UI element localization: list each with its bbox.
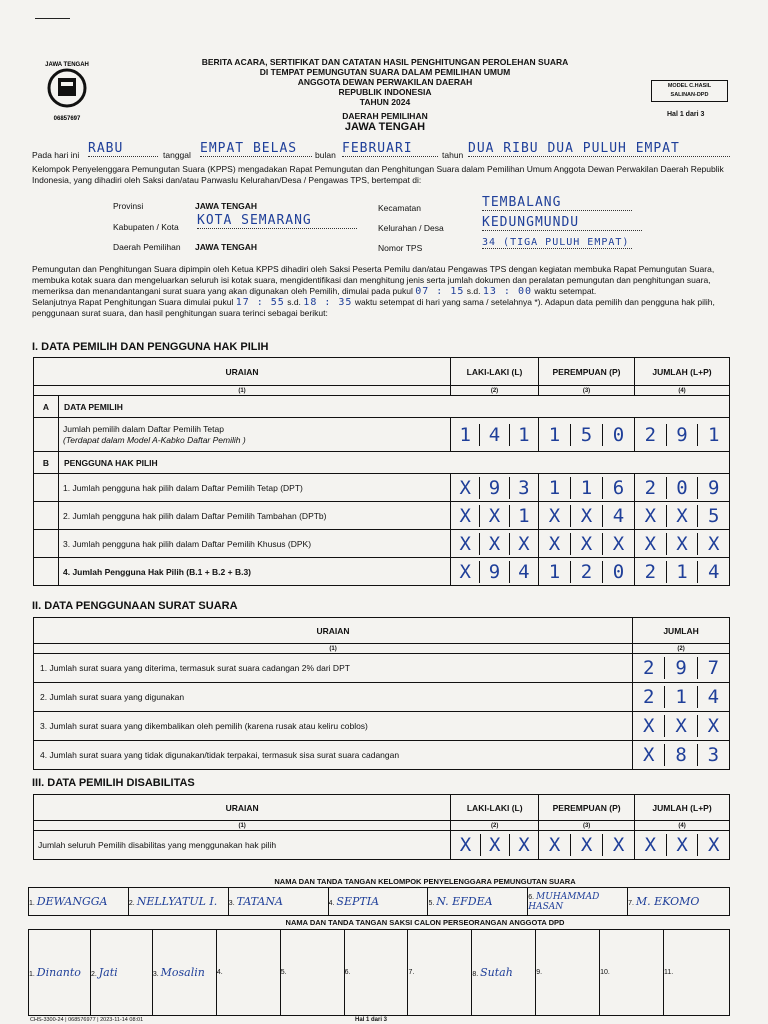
start-time: 07 : 15: [415, 286, 465, 297]
bulan-label: bulan: [315, 150, 336, 160]
s1-r2-p1: X: [570, 505, 602, 527]
s2-r1-d0: 2: [643, 657, 655, 679]
model-line-1: MODEL C.HASIL: [667, 83, 712, 89]
s1-a-row-label: [59, 418, 451, 452]
s2-r4-d0: X: [643, 744, 655, 766]
s1-r3-p0: X: [548, 532, 561, 555]
table-row: [34, 683, 730, 712]
logo-top-text: JAWA TENGAH: [45, 62, 89, 68]
saksi-4: [216, 930, 280, 1016]
narrative-paragraph: [32, 264, 732, 319]
s3-p1: X: [570, 834, 602, 856]
kpps-num-3: 3.: [228, 900, 235, 907]
s1-r4-l1: 9: [479, 561, 508, 583]
saksi-name-1: Dinanto: [36, 966, 81, 979]
saksi-10: [600, 930, 664, 1016]
s2-row4-label: 4. Jumlah surat suara yang tidak digunakan/tidak terpakai, termasuk sisa surat suara cadangan: [34, 741, 633, 770]
s1-num-3: (3): [539, 386, 635, 396]
kelurahan-value: KEDUNGMUNDU: [482, 215, 642, 231]
kpps-num-7: 7.: [628, 900, 634, 907]
saksi-2: [90, 930, 152, 1016]
s3-header-j: JUMLAH (L+P): [635, 795, 730, 821]
s2-num-2: (2): [633, 644, 730, 654]
tps-label: Nomor TPS: [378, 243, 423, 253]
section2-table: [33, 617, 730, 770]
s1-r4-j0: 2: [644, 560, 657, 583]
s1-r2-j0: X: [644, 504, 657, 527]
kecamatan-label: Kecamatan: [378, 203, 421, 213]
s2-r2-d1: 1: [664, 686, 696, 708]
s2-r2-d0: 2: [643, 686, 655, 708]
s3-header-p: PEREMPUAN (P): [539, 795, 635, 821]
tanggal-value: EMPAT BELAS: [200, 141, 312, 157]
s1-r3-j1: X: [666, 533, 698, 555]
kpps-name-1: DEWANGGA: [36, 895, 108, 908]
s2-r3-d0: X: [643, 715, 655, 737]
s1-r1-p0: 1: [548, 476, 561, 499]
s1-r3-l0: X: [459, 532, 471, 555]
s1-r1-l0: X: [459, 476, 471, 499]
kpps-member-6: [528, 888, 628, 916]
s3-p2: X: [602, 834, 634, 856]
s1-row1-label: 1. Jumlah pengguna hak pilih dalam Daftar Pemilih Tetap (DPT): [59, 474, 451, 502]
s1-r1-j1: 0: [666, 477, 698, 499]
s2-r1-d1: 9: [664, 657, 696, 679]
saksi-3: [152, 930, 216, 1016]
saksi-8: [472, 930, 536, 1016]
model-line-2: SALINAN-DPD: [670, 92, 709, 98]
footer-code: CHS-3300-24 | 068576977 | 2023-11-14 08:01: [30, 1017, 144, 1023]
table-row: [34, 831, 730, 860]
s1-r2-p0: X: [548, 504, 561, 527]
s1-r4-j1: 1: [666, 561, 698, 583]
saksi-5: [280, 930, 344, 1016]
saksi-1: [29, 930, 91, 1016]
bulan-value: FEBRUARI: [342, 141, 438, 157]
s1-r1-l1: 9: [479, 477, 508, 499]
narrative-p2a: Selanjutnya Rapat Penghitungan Suara dimulai pukul: [32, 297, 234, 307]
s1-a-row-line2: (Terdapat dalam Model A-Kabko Daftar Pemilih ): [63, 434, 246, 445]
s3-j0: X: [644, 834, 657, 856]
title-line-4: REPUBLIK INDONESIA: [338, 87, 432, 97]
form-title: [150, 57, 620, 134]
s1-r2-j2: 5: [697, 505, 729, 527]
dapil-label: DAERAH PEMILIHAN: [342, 111, 428, 121]
s1-r4-l0: X: [459, 560, 471, 583]
saksi-num-2: 2.: [90, 971, 97, 978]
s1-r4-p2: 0: [602, 561, 634, 583]
kpps-member-2: [128, 888, 228, 916]
s1-r2-l1: X: [479, 505, 508, 527]
s3-row-label: Jumlah seluruh Pemilih disabilitas yang menggunakan hak pilih: [34, 831, 451, 860]
kelurahan-label: Kelurahan / Desa: [378, 223, 444, 233]
pada-hari-ini-label: Pada hari ini: [32, 150, 80, 160]
s1-col-l: LAKI-LAKI (L): [466, 366, 523, 377]
s2-num-1: (1): [34, 644, 633, 654]
s1-a-p: [539, 418, 635, 452]
kpps-name-5: N. EFDEA: [436, 895, 493, 908]
s3-l0: X: [459, 834, 472, 856]
s1-a-j-d0: 2: [644, 423, 657, 446]
s2-row1-label: 1. Jumlah surat suara yang diterima, termasuk surat suara cadangan 2% dari DPT: [34, 654, 633, 683]
kabupaten-label: Kabupaten / Kota: [113, 222, 179, 232]
saksi-num-6: 6.: [344, 969, 351, 976]
kpps-member-5: [428, 888, 528, 916]
s1-r2-l2: 1: [509, 505, 538, 527]
title-line-5: TAHUN 2024: [359, 97, 411, 107]
s3-l2: X: [509, 834, 538, 856]
table-row: [34, 530, 730, 558]
s1-row2-label: 2. Jumlah pengguna hak pilih dalam Daftar Pemilih Tambahan (DPTb): [59, 502, 451, 530]
count-start-time: 17 : 55: [235, 297, 285, 308]
s1-header-j: [635, 358, 730, 386]
s3-num-4: (4): [635, 821, 730, 831]
section1-title: I. DATA PEMILIH DAN PENGGUNA HAK PILIH: [32, 341, 269, 353]
saksi-name-8: Sutah: [480, 966, 513, 979]
s1-header-p: [539, 358, 635, 386]
s1-r3-j2: X: [697, 533, 729, 555]
dapil-field-label: Daerah Pemilihan: [113, 242, 181, 252]
table-row: [34, 741, 730, 770]
s1-a-l-d0: 1: [459, 423, 471, 446]
kpps-name-4: SEPTIA: [336, 895, 380, 908]
kpps-member-1: [29, 888, 129, 916]
s1-b-label: B: [34, 452, 59, 474]
s1-r1-p1: 1: [570, 477, 602, 499]
provinsi-label: Provinsi: [113, 201, 144, 211]
s1-a-label: A: [34, 396, 59, 418]
s3-j2: X: [697, 834, 729, 856]
s1-num-2: (2): [451, 386, 539, 396]
saksi-num-7: 7.: [408, 969, 415, 976]
s1-r2-l0: X: [459, 504, 471, 527]
saksi-num-10: 10.: [600, 969, 610, 976]
s3-l1: X: [480, 834, 509, 856]
s1-r3-p1: X: [570, 533, 602, 555]
s1-r2-j1: X: [666, 505, 698, 527]
s1-r1-p2: 6: [602, 477, 634, 499]
s1-a-j-d2: 1: [697, 424, 729, 446]
sd-label-2: s.d.: [287, 297, 301, 307]
s1-r1-j2: 9: [697, 477, 729, 499]
saksi-name-2: Jati: [98, 966, 118, 979]
tps-value: 34 (TIGA PULUH EMPAT): [482, 237, 632, 249]
saksi-9: [536, 930, 600, 1016]
saksi-7: [408, 930, 472, 1016]
kpps-name-3: TATANA: [236, 895, 283, 908]
s1-a-p-d2: 0: [602, 424, 634, 446]
table-row: [34, 558, 730, 586]
table-row: [34, 502, 730, 530]
s1-a-j-d1: 9: [666, 424, 698, 446]
s1-r1-j0: 2: [644, 476, 657, 499]
top-mark: [35, 18, 70, 19]
s2-r3-d1: X: [664, 715, 696, 737]
page-number: Hal 1 dari 3: [667, 111, 705, 118]
s1-a-title: DATA PEMILIH: [59, 396, 730, 418]
saksi-6: [344, 930, 408, 1016]
title-line-2: DI TEMPAT PEMUNGUTAN SUARA DALAM PEMILIHAN UMUM: [259, 67, 511, 77]
s2-r4-d1: 8: [664, 744, 696, 766]
table-row: [34, 712, 730, 741]
kpps-member-3: [228, 888, 328, 916]
saksi-11: [664, 930, 730, 1016]
s1-col-uraian: URAIAN: [225, 366, 259, 377]
s3-header-uraian: URAIAN: [34, 795, 451, 821]
saksi-num-9: 9.: [536, 969, 543, 976]
s1-row3-label: 3. Jumlah pengguna hak pilih dalam Daftar Pemilih Khusus (DPK): [59, 530, 451, 558]
narrative-p2b: waktu setempat di hari yang sama / setelahnya *). Adapun data pemilih dan pengguna hak pilih, penggunaan surat suara, dan hasil penghitungan suara terinci sebagai berikut:: [32, 297, 715, 318]
kpps-name-6: MUHAMMAD HASAN: [528, 891, 600, 912]
opening-paragraph: Kelompok Penyelenggara Pemungutan Suara (KPPS) mengadakan Rapat Pemungutan dan Penghitungan Suara dalam Pemilihan Umum Anggota Dewan Perwakilan Daerah Republik Indonesia, yang dihadiri oleh Saksi dan/atau Panwaslu Kelurahan/Desa / Pengawas TPS, bertempat di:: [32, 164, 724, 185]
kpps-title: NAMA DAN TANDA TANGAN KELOMPOK PENYELENGGARA PEMUNGUTAN SUARA: [274, 877, 576, 886]
s1-r4-j2: 4: [697, 561, 729, 583]
saksi-name-3: Mosalin: [160, 966, 205, 979]
section3-title: III. DATA PEMILIH DISABILITAS: [32, 777, 195, 789]
s3-j1: X: [666, 834, 698, 856]
s1-r3-l1: X: [479, 533, 508, 555]
kabupaten-value: KOTA SEMARANG: [197, 213, 357, 229]
table-row: [34, 654, 730, 683]
logo-code-text: 06857697: [53, 116, 81, 122]
dapil-name: JAWA TENGAH: [344, 121, 426, 133]
kpps-num-6: 6.: [528, 893, 535, 901]
table-row: [34, 474, 730, 502]
provinsi-value: JAWA TENGAH: [195, 201, 258, 211]
saksi-num-4: 4.: [216, 969, 223, 976]
s2-r4-d2: 3: [697, 744, 729, 766]
hari-value: RABU: [88, 141, 158, 157]
s1-r4-p1: 2: [570, 561, 602, 583]
tahun-label: tahun: [442, 150, 464, 160]
s1-a-j: [635, 418, 730, 452]
saksi-num-3: 3.: [152, 971, 159, 978]
sd-label-1: s.d.: [466, 286, 481, 296]
s1-b-title: PENGGUNA HAK PILIH: [59, 452, 730, 474]
s1-r3-l2: X: [509, 533, 538, 555]
s1-a-p-d1: 5: [570, 424, 602, 446]
narrative-p1: Pemungutan dan Penghitungan Suara dipimpin oleh Ketua KPPS dihadiri oleh Saksi Peserta Pemilu dan/atau Pengawas TPS dengan kegiatan membuka Rapat Pemungutan Suara, membuka kotak suara dan mengeluarkan seluruh isi kotak suara, mengidentifikasi dan menghitung jenis serta jumlah dokumen dan peralatan pemungutan dan penghitungan suara, memeriksa dan menandantangani surat suara yang akan digunakan oleh Pemilih, dimulai pada pukul: [32, 264, 715, 296]
title-line-3: ANGGOTA DEWAN PERWAKILAN DAERAH: [297, 77, 473, 87]
s1-a-l-d2: 1: [509, 424, 538, 446]
count-end-time: 18 : 35: [303, 297, 353, 308]
saksi-num-5: 5.: [280, 969, 287, 976]
kpps-signature-row: [28, 887, 730, 916]
saksi-num-11: 11.: [664, 969, 674, 976]
s3-num-1: (1): [34, 821, 451, 831]
s2-row3-label: 3. Jumlah surat suara yang dikembalikan oleh pemilih (karena rusak atau keliru coblos): [34, 712, 633, 741]
kpu-logo: [38, 56, 96, 124]
section1-table: [33, 357, 730, 586]
kpps-member-7: [628, 888, 730, 916]
s1-a-l: [451, 418, 539, 452]
kpps-member-4: [328, 888, 428, 916]
tanggal-label: tanggal: [163, 150, 191, 160]
s2-r1-d2: 7: [697, 657, 729, 679]
s2-r2-d2: 4: [697, 686, 729, 708]
s3-p0: X: [548, 834, 561, 856]
s1-a-l-d1: 4: [479, 424, 508, 446]
s1-col-j: JUMLAH (L+P): [652, 366, 712, 377]
s2-header-j: JUMLAH: [633, 618, 730, 644]
saksi-num-8: 8.: [472, 971, 479, 978]
s1-a-row-line1: Jumlah pemilih dalam Daftar Pemilih Tetap: [63, 423, 224, 434]
s3-num-3: (3): [539, 821, 635, 831]
s1-num-4: (4): [635, 386, 730, 396]
saksi-num-1: 1.: [29, 971, 35, 978]
s2-row2-label: 2. Jumlah surat suara yang digunakan: [34, 683, 633, 712]
s1-header-uraian: [34, 358, 451, 386]
s1-row4-label: 4. Jumlah Pengguna Hak Pilih (B.1 + B.2 + B.3): [59, 558, 451, 586]
s1-col-p: PEREMPUAN (P): [552, 366, 621, 377]
s2-header-uraian: URAIAN: [34, 618, 633, 644]
s1-header-l: [451, 358, 539, 386]
s1-r3-j0: X: [644, 532, 657, 555]
section3-table: [33, 794, 730, 860]
s3-header-l: LAKI-LAKI (L): [451, 795, 539, 821]
kpps-num-1: 1.: [29, 900, 35, 907]
end-time: 13 : 00: [482, 286, 532, 297]
s2-r3-d2: X: [697, 715, 729, 737]
s1-r1-l2: 3: [509, 477, 538, 499]
s1-a-p-d0: 1: [548, 423, 561, 446]
s1-r2-p2: 4: [602, 505, 634, 527]
s1-num-1: (1): [34, 386, 451, 396]
tahun-value: DUA RIBU DUA PULUH EMPAT: [468, 141, 730, 157]
s1-r4-p0: 1: [548, 560, 561, 583]
s1-r3-p2: X: [602, 533, 634, 555]
saksi-signature-row: [28, 929, 730, 1016]
dapil-field-value: JAWA TENGAH: [195, 242, 258, 252]
kpps-num-5: 5.: [428, 900, 435, 907]
kpps-num-4: 4.: [328, 900, 335, 907]
kecamatan-value: TEMBALANG: [482, 195, 632, 211]
kpps-name-2: NELLYATUL I.: [136, 895, 218, 908]
section2-title: II. DATA PENGGUNAAN SURAT SUARA: [32, 600, 238, 612]
footer-page: Hal 1 dari 3: [355, 1017, 388, 1023]
waktu-label: waktu setempat.: [534, 286, 597, 296]
model-box: [651, 80, 728, 102]
title-line-1: BERITA ACARA, SERTIFIKAT DAN CATATAN HASIL PENGHITUNGAN PEROLEHAN SUARA: [201, 57, 569, 67]
kpps-num-2: 2.: [128, 900, 135, 907]
s3-num-2: (2): [451, 821, 539, 831]
kpps-name-7: M. EKOMO: [635, 895, 700, 908]
saksi-title: NAMA DAN TANDA TANGAN SAKSI CALON PERSEORANGAN ANGGOTA DPD: [285, 918, 565, 927]
s1-r4-l2: 4: [509, 561, 538, 583]
